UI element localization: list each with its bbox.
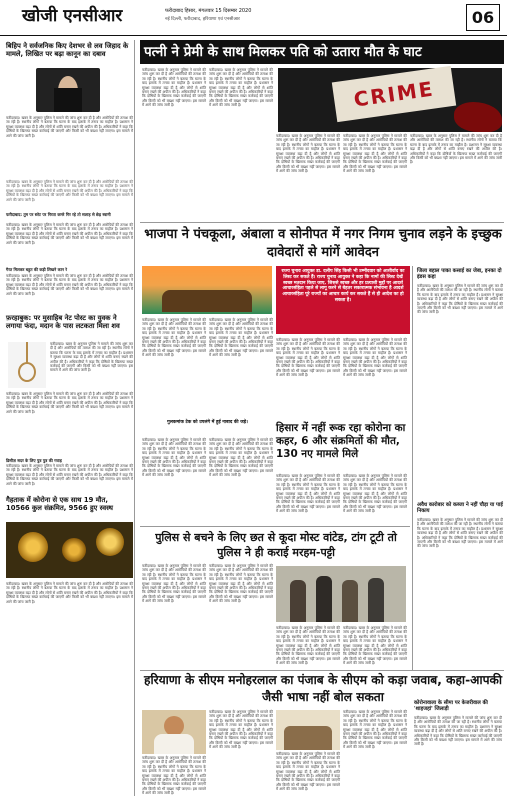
second-story-col2: फरीदाबाद। खबर के अनुसार पुलिस ने मामले की जांच शुरू कर दी है और आरोपियों की तलाश की जा रही है। स्थानीय लोगों ने बताया कि घटना के बाद इलाके में तनाव का माहौल है। प्रशासन ने सुरक्षा व्यवस्था बढ़ा दी है और लोगों से शांति बनाए रखने की अपील की है। अधिकारियों ने कहा कि दोषियों के खिलाफ सख्त कार्रवाई की जाएगी और किसी को भी बख्शा नहीं जाएगा। इस मामले में आगे की जांच जारी है। [209,318,273,358]
second-story-col1: फरीदाबाद। खबर के अनुसार पुलिस ने मामले की जांच शुरू कर दी है और आरोपियों की तलाश की जा रही है। स्थानीय लोगों ने बताया कि घटना के बाद इलाके में तनाव का माहौल है। प्रशासन ने सुरक्षा व्यवस्था बढ़ा दी है और लोगों से शांति बनाए रखने की अपील की है। अधिकारियों ने कहा कि दोषियों के खिलाफ सख्त कार्रवाई की जाएगी और किसी को भी बख्शा नहीं जाएगा। इस मामले में आगे की जांच जारी है। [142,318,206,358]
masthead [0,0,507,36]
third-story-headline: हिसार में नहीं रूक रहा कोरोना का कहर, 6 और संक्रमितों की मौत, 130 नए मामले मिले [276,422,406,460]
fourth-story-col1: फरीदाबाद। खबर के अनुसार पुलिस ने मामले की जांच शुरू कर दी है और आरोपियों की तलाश की जा रही है। स्थानीय लोगों ने बताया कि घटना के बाद इलाके में तनाव का माहौल है। प्रशासन ने सुरक्षा व्यवस्था बढ़ा दी है और लोगों से शांति बनाए रखने की अपील की है। अधिकारियों ने कहा कि दोषियों के खिलाफ सख्त कार्रवाई की जाएगी और किसी को भी बख्शा नहीं जाएगा। इस मामले में आगे की जांच जारी है। [142,564,206,604]
third-story-col4: फरीदाबाद। खबर के अनुसार पुलिस ने मामले की जांच शुरू कर दी है और आरोपियों की तलाश की जा रही है। स्थानीय लोगों ने बताया कि घटना के बाद इलाके में तनाव का माहौल है। प्रशासन ने सुरक्षा व्यवस्था बढ़ा दी है और लोगों से शांति बनाए रखने की अपील की है। अधिकारियों ने कहा कि दोषियों के खिलाफ सख्त कार्रवाई की जाएगी और किसी को भी बख्शा नहीं जाएगा। इस मामले में आगे की जांच जारी है। [343,474,407,514]
top-story-col2: फरीदाबाद। खबर के अनुसार पुलिस ने मामले की जांच शुरू कर दी है और आरोपियों की तलाश की जा रही है। स्थानीय लोगों ने बताया कि घटना के बाद इलाके में तनाव का माहौल है। प्रशासन ने सुरक्षा व्यवस्था बढ़ा दी है और लोगों से शांति बनाए रखने की अपील की है। अधिकारियों ने कहा कि दोषियों के खिलाफ सख्त कार्रवाई की जाएगी और किसी को भी बख्शा नहीं जाएगा। इस मामले में आगे की जांच जारी है। [209,68,273,108]
left-headline-3: गैरत मिलकर बहुत की कड़ी लिखने कान रे [6,267,68,272]
meeting-photo [276,710,340,750]
second-story-headline: भाजपा ने पंचकूला, अंबाला व सोनीपत में नगर निगम चुनाव लड़ने के इच्छुक दावेदारों से मांगें आवेदन [144,227,502,260]
left-body-1: फरीदाबाद। खबर के अनुसार पुलिस ने मामले की जांच शुरू कर दी है और आरोपियों की तलाश की जा रही है। स्थानीय लोगों ने बताया कि घटना के बाद इलाके में तनाव का माहौल है। प्रशासन ने सुरक्षा व्यवस्था बढ़ा दी है और लोगों से शांति बनाए रखने की अपील की है। अधिकारियों ने कहा कि दोषियों के खिलाफ सख्त कार्रवाई की जाएगी और किसी को भी बख्शा नहीं जाएगा। इस मामले में आगे की जांच जारी है। [6,116,133,138]
third-story-col3: फरीदाबाद। खबर के अनुसार पुलिस ने मामले की जांच शुरू कर दी है और आरोपियों की तलाश की जा रही है। स्थानीय लोगों ने बताया कि घटना के बाद इलाके में तनाव का माहौल है। प्रशासन ने सुरक्षा व्यवस्था बढ़ा दी है और लोगों से शांति बनाए रखने की अपील की है। अधिकारियों ने कहा कि दोषियों के खिलाफ सख्त कार्रवाई की जाएगी और किसी को भी बख्शा नहीं जाएगा। इस मामले में आगे की जांच जारी है। [276,474,340,514]
fifth-story-headline: हरियाणा के सीएम मनोहरलाल का पंजाब के सीएम को कड़ा जवाब, कहा-आपकी जैसी भाषा नहीं बोल सकता [143,673,503,704]
masthead-name: खोजी एनसीआर [22,6,123,26]
right-body-2: फरीदाबाद। खबर के अनुसार पुलिस ने मामले की जांच शुरू कर दी है और आरोपियों की तलाश की जा रही है। स्थानीय लोगों ने बताया कि घटना के बाद इलाके में तनाव का माहौल है। प्रशासन ने सुरक्षा व्यवस्था बढ़ा दी है और लोगों से शांति बनाए रखने की अपील की है। अधिकारियों ने कहा कि दोषियों के खिलाफ सख्त कार्रवाई की जाएगी और किसी को भी बख्शा नहीं जाएगा। इस मामले में आगे की जांच जारी है। [417,518,503,549]
virus-1 [18,532,48,562]
third-story-subhead: गुलकमांक टेक को उपलंगे में हुई नाबाद की जड़े। [167,420,248,425]
left-body-5: फरीदाबाद। खबर के अनुसार पुलिस ने मामले की जांच शुरू कर दी है और आरोपियों की तलाश की जा रही है। स्थानीय लोगों ने बताया कि घटना के बाद इलाके में तनाव का माहौल है। प्रशासन ने सुरक्षा व्यवस्था बढ़ा दी है और लोगों से शांति बनाए रखने की अपील की है। अधिकारियों ने कहा कि दोषियों के खिलाफ सख्त कार्रवाई की जाएगी और किसी को भी बख्शा नहीं जाएगा। इस मामले में आगे की जांच जारी है। [6,582,133,604]
right-headline-1: जिला बहाल पाका कसाई का जेबा, इनका दो इंडस कहा [417,268,502,281]
right-body-1: फरीदाबाद। खबर के अनुसार पुलिस ने मामले की जांच शुरू कर दी है और आरोपियों की तलाश की जा रही है। स्थानीय लोगों ने बताया कि घटना के बाद इलाके में तनाव का माहौल है। प्रशासन ने सुरक्षा व्यवस्था बढ़ा दी है और लोगों से शांति बनाए रखने की अपील की है। अधिकारियों ने कहा कि दोषियों के खिलाफ सख्त कार्रवाई की जाएगी और किसी को भी बख्शा नहीं जाएगा। इस मामले में आगे की जांच जारी है। [417,284,503,315]
fifth-story-col3: फरीदाबाद। खबर के अनुसार पुलिस ने मामले की जांच शुरू कर दी है और आरोपियों की तलाश की जा रही है। स्थानीय लोगों ने बताया कि घटना के बाद इलाके में तनाव का माहौल है। प्रशासन ने सुरक्षा व्यवस्था बढ़ा दी है और लोगों से शांति बनाए रखने की अपील की है। अधिकारियों ने कहा कि दोषियों के खिलाफ सख्त कार्रवाई की जाएगी और किसी को भी बख्शा नहीं जाएगा। इस मामले में आगे की जांच जारी है। [276,752,340,792]
left-body-3: फरीदाबाद। खबर के अनुसार पुलिस ने मामले की जांच शुरू कर दी है और आरोपियों की तलाश की जा रही है। स्थानीय लोगों ने बताया कि घटना के बाद इलाके में तनाव का माहौल है। प्रशासन ने सुरक्षा व्यवस्था बढ़ा दी है और लोगों से शांति बनाए रखने की अपील की है। अधिकारियों ने कहा कि दोषियों के खिलाफ सख्त कार्रवाई की जाएगी और किसी को भी बख्शा नहीं जाएगा। इस मामले में आगे की जांच जारी है। [6,274,133,296]
left-column [4,40,135,796]
top-story-col1: फरीदाबाद। खबर के अनुसार पुलिस ने मामले की जांच शुरू कर दी है और आरोपियों की तलाश की जा रही है। स्थानीय लोगों ने बताया कि घटना के बाद इलाके में तनाव का माहौल है। प्रशासन ने सुरक्षा व्यवस्था बढ़ा दी है और लोगों से शांति बनाए रखने की अपील की है। अधिकारियों ने कहा कि दोषियों के खिलाफ सख्त कार्रवाई की जाएगी और किसी को भी बख्शा नहीं जाएगा। इस मामले में आगे की जांच जारी है। [142,68,206,108]
page-number [466,4,500,31]
divider-3 [140,670,504,671]
masthead-dateline: फरीदाबाद हिसार, मंगलवार 15 दिसम्बर 2020 [165,8,252,14]
rally-figures [162,290,252,312]
virus-3 [96,528,124,556]
pullquote-box [276,266,410,334]
meeting-group [284,726,332,750]
fourth-story-col2: फरीदाबाद। खबर के अनुसार पुलिस ने मामले की जांच शुरू कर दी है और आरोपियों की तलाश की जा रही है। स्थानीय लोगों ने बताया कि घटना के बाद इलाके में तनाव का माहौल है। प्रशासन ने सुरक्षा व्यवस्था बढ़ा दी है और लोगों से शांति बनाए रखने की अपील की है। अधिकारियों ने कहा कि दोषियों के खिलाफ सख्त कार्रवाई की जाएगी और किसी को भी बख्शा नहीं जाएगा। इस मामले में आगे की जांच जारी है। [209,564,273,604]
crime-tape-text: CRIME [352,76,436,112]
left-headline-5: गैहताक में कोरोना से एक साथ 19 मौत, 10566 कुल संक्रमित, 9566 हुए स्वस्थ [6,496,113,513]
rope-loop [18,362,36,382]
top-story-col3: फरीदाबाद। खबर के अनुसार पुलिस ने मामले की जांच शुरू कर दी है और आरोपियों की तलाश की जा रही है। स्थानीय लोगों ने बताया कि घटना के बाद इलाके में तनाव का माहौल है। प्रशासन ने सुरक्षा व्यवस्था बढ़ा दी है और लोगों से शांति बनाए रखने की अपील की है। अधिकारियों ने कहा कि दोषियों के खिलाफ सख्त कार्रवाई की जाएगी और किसी को भी बख्शा नहीं जाएगा। इस मामले में आगे की जांच जारी है। [276,134,340,174]
virus-photo [6,522,133,578]
top-story-headline: पत्नी ने प्रेमी के साथ मिलकर पति को उतारा मौत के घाट [144,44,422,60]
second-story-col3: फरीदाबाद। खबर के अनुसार पुलिस ने मामले की जांच शुरू कर दी है और आरोपियों की तलाश की जा रही है। स्थानीय लोगों ने बताया कि घटना के बाद इलाके में तनाव का माहौल है। प्रशासन ने सुरक्षा व्यवस्था बढ़ा दी है और लोगों से शांति बनाए रखने की अपील की है। अधिकारियों ने कहा कि दोषियों के खिलाफ सख्त कार्रवाई की जाएगी और किसी को भी बख्शा नहीं जाएगा। इस मामले में आगे की जांच जारी है। [276,338,340,378]
person-1 [290,580,306,622]
rope-line [26,342,28,364]
blood-splash [454,102,502,132]
cm-body [154,734,194,754]
left-headline-2: फरीदाबाद: तुम पर स्लेट पर गिरता कमरे गिर रहे तो सलाह से छेड़ स्वामी [6,212,111,217]
fifth-story-col2: फरीदाबाद। खबर के अनुसार पुलिस ने मामले की जांच शुरू कर दी है और आरोपियों की तलाश की जा रही है। स्थानीय लोगों ने बताया कि घटना के बाद इलाके में तनाव का माहौल है। प्रशासन ने सुरक्षा व्यवस्था बढ़ा दी है और लोगों से शांति बनाए रखने की अपील की है। अधिकारियों ने कहा कि दोषियों के खिलाफ सख्त कार्रवाई की जाएगी और किसी को भी बख्शा नहीं जाएगा। इस मामले में आगे की जांच जारी है। [209,710,273,750]
person-4 [368,578,384,622]
person-2 [316,576,332,622]
right-body-3: फरीदाबाद। खबर के अनुसार पुलिस ने मामले की जांच शुरू कर दी है और आरोपियों की तलाश की जा रही है। स्थानीय लोगों ने बताया कि घटना के बाद इलाके में तनाव का माहौल है। प्रशासन ने सुरक्षा व्यवस्था बढ़ा दी है और लोगों से शांति बनाए रखने की अपील की है। अधिकारियों ने कहा कि दोषियों के खिलाफ सख्त कार्रवाई की जाएगी और किसी को भी बख्शा नहीं जाएगा। इस मामले में आगे की जांच जारी है। [414,716,502,747]
rally-photo [142,266,272,314]
right-headline-3: कोरोनावाला के सीमा पर केजरीवाल की 'शाहजहां' जिलाड़ी [414,700,488,713]
divider-2 [140,526,410,527]
masthead-subline: नई दिल्ली, फरीदाबाद, हरियाणा एवं एनसीआर [165,17,240,22]
page-number-text: 06 [471,8,495,27]
left-body-4b: फरीदाबाद। खबर के अनुसार पुलिस ने मामले की जांच शुरू कर दी है और आरोपियों की तलाश की जा रही है। स्थानीय लोगों ने बताया कि घटना के बाद इलाके में तनाव का माहौल है। प्रशासन ने सुरक्षा व्यवस्था बढ़ा दी है और लोगों से शांति बनाए रखने की अपील की है। अधिकारियों ने कहा कि दोषियों के खिलाफ सख्त कार्रवाई की जाएगी और किसी को भी बख्शा नहीं जाएगा। इस मामले में आगे की जांच जारी है। [6,392,133,414]
cm-head [164,716,184,736]
crime-photo [278,68,502,132]
divider-1 [140,222,504,223]
left-body-1b: फरीदाबाद। खबर के अनुसार पुलिस ने मामले की जांच शुरू कर दी है और आरोपियों की तलाश की जा रही है। स्थानीय लोगों ने बताया कि घटना के बाद इलाके में तनाव का माहौल है। प्रशासन ने सुरक्षा व्यवस्था बढ़ा दी है और लोगों से शांति बनाए रखने की अपील की है। अधिकारियों ने कहा कि दोषियों के खिलाफ सख्त कार्रवाई की जाएगी और किसी को भी बख्शा नहीं जाएगा। इस मामले में आगे की जांच जारी है। [6,180,133,202]
top-story-col4: फरीदाबाद। खबर के अनुसार पुलिस ने मामले की जांच शुरू कर दी है और आरोपियों की तलाश की जा रही है। स्थानीय लोगों ने बताया कि घटना के बाद इलाके में तनाव का माहौल है। प्रशासन ने सुरक्षा व्यवस्था बढ़ा दी है और लोगों से शांति बनाए रखने की अपील की है। अधिकारियों ने कहा कि दोषियों के खिलाफ सख्त कार्रवाई की जाएगी और किसी को भी बख्शा नहीं जाएगा। इस मामले में आगे की जांच जारी है। [343,134,407,174]
veil-shape [54,88,82,112]
third-story-subhead-box [142,420,273,436]
person-3 [342,580,358,622]
fifth-story-col4: फरीदाबाद। खबर के अनुसार पुलिस ने मामले की जांच शुरू कर दी है और आरोपियों की तलाश की जा रही है। स्थानीय लोगों ने बताया कि घटना के बाद इलाके में तनाव का माहौल है। प्रशासन ने सुरक्षा व्यवस्था बढ़ा दी है और लोगों से शांति बनाए रखने की अपील की है। अधिकारियों ने कहा कि दोषियों के खिलाफ सख्त कार्रवाई की जाएगी और किसी को भी बख्शा नहीं जाएगा। इस मामले में आगे की जांच जारी है। [343,710,407,750]
left-headline-4: फ़रहाबुक: पर मुसाहिब नेट पोस्ट का युवक ने लगाया फंदा, मदान के पास लटकता मिला शव [6,314,120,331]
left-body-4c: फरीदाबाद। खबर के अनुसार पुलिस ने मामले की जांच शुरू कर दी है और आरोपियों की तलाश की जा रही है। स्थानीय लोगों ने बताया कि घटना के बाद इलाके में तनाव का माहौल है। प्रशासन ने सुरक्षा व्यवस्था बढ़ा दी है और लोगों से शांति बनाए रखने की अपील की है। अधिकारियों ने कहा कि दोषियों के खिलाफ सख्त कार्रवाई की जाएगी और किसी को भी बख्शा नहीं जाएगा। इस मामले में आगे की जांच जारी है। [6,464,133,486]
third-story-col1: फरीदाबाद। खबर के अनुसार पुलिस ने मामले की जांच शुरू कर दी है और आरोपियों की तलाश की जा रही है। स्थानीय लोगों ने बताया कि घटना के बाद इलाके में तनाव का माहौल है। प्रशासन ने सुरक्षा व्यवस्था बढ़ा दी है और लोगों से शांति बनाए रखने की अपील की है। अधिकारियों ने कहा कि दोषियों के खिलाफ सख्त कार्रवाई की जाएगी और किसी को भी बख्शा नहीं जाएगा। इस मामले में आगे की जांच जारी है। [142,438,206,478]
top-story-col5: फरीदाबाद। खबर के अनुसार पुलिस ने मामले की जांच शुरू कर दी है और आरोपियों की तलाश की जा रही है। स्थानीय लोगों ने बताया कि घटना के बाद इलाके में तनाव का माहौल है। प्रशासन ने सुरक्षा व्यवस्था बढ़ा दी है और लोगों से शांति बनाए रखने की अपील की है। अधिकारियों ने कहा कि दोषियों के खिलाफ सख्त कार्रवाई की जाएगी और किसी को भी बख्शा नहीं जाएगा। इस मामले में आगे की जांच जारी है। [410,134,502,165]
left-body-2: फरीदाबाद। खबर के अनुसार पुलिस ने मामले की जांच शुरू कर दी है और आरोपियों की तलाश की जा रही है। स्थानीय लोगों ने बताया कि घटना के बाद इलाके में तनाव का माहौल है। प्रशासन ने सुरक्षा व्यवस्था बढ़ा दी है और लोगों से शांति बनाए रखने की अपील की है। अधिकारियों ने कहा कि दोषियों के खिलाफ सख्त कार्रवाई की जाएगी और किसी को भी बख्शा नहीं जाएगा। इस मामले में आगे की जांच जारी है। [6,223,133,245]
virus-2 [62,538,86,562]
right-column [412,266,504,670]
arrest-photo [276,566,406,622]
third-story-col2: फरीदाबाद। खबर के अनुसार पुलिस ने मामले की जांच शुरू कर दी है और आरोपियों की तलाश की जा रही है। स्थानीय लोगों ने बताया कि घटना के बाद इलाके में तनाव का माहौल है। प्रशासन ने सुरक्षा व्यवस्था बढ़ा दी है और लोगों से शांति बनाए रखने की अपील की है। अधिकारियों ने कहा कि दोषियों के खिलाफ सख्त कार्रवाई की जाएगी और किसी को भी बख्शा नहीं जाएगा। इस मामले में आगे की जांच जारी है। [209,438,273,478]
fourth-story-col4: फरीदाबाद। खबर के अनुसार पुलिस ने मामले की जांच शुरू कर दी है और आरोपियों की तलाश की जा रही है। स्थानीय लोगों ने बताया कि घटना के बाद इलाके में तनाव का माहौल है। प्रशासन ने सुरक्षा व्यवस्था बढ़ा दी है और लोगों से शांति बनाए रखने की अपील की है। अधिकारियों ने कहा कि दोषियों के खिलाफ सख्त कार्रवाई की जाएगी और किसी को भी बख्शा नहीं जाएगा। इस मामले में आगे की जांच जारी है। [343,626,407,666]
second-story-col4: फरीदाबाद। खबर के अनुसार पुलिस ने मामले की जांच शुरू कर दी है और आरोपियों की तलाश की जा रही है। स्थानीय लोगों ने बताया कि घटना के बाद इलाके में तनाव का माहौल है। प्रशासन ने सुरक्षा व्यवस्था बढ़ा दी है और लोगों से शांति बनाए रखने की अपील की है। अधिकारियों ने कहा कि दोषियों के खिलाफ सख्त कार्रवाई की जाएगी और किसी को भी बख्शा नहीं जाएगा। इस मामले में आगे की जांच जारी है। [343,338,407,378]
fourth-story-headline: पुलिस से बचने के लिए छत से कूदा मोस्ट वांटेड, टांग टूटी तो पुलिस ने ही कराई मरहम-पट्टी [155,531,397,559]
noose-photo [8,342,46,388]
right-headline-2: अवैध कारोबार को कब्जा ने नहीं चौड़ा या पाई निकाय [417,502,503,515]
fifth-story-col1: फरीदाबाद। खबर के अनुसार पुलिस ने मामले की जांच शुरू कर दी है और आरोपियों की तलाश की जा रही है। स्थानीय लोगों ने बताया कि घटना के बाद इलाके में तनाव का माहौल है। प्रशासन ने सुरक्षा व्यवस्था बढ़ा दी है और लोगों से शांति बनाए रखने की अपील की है। अधिकारियों ने कहा कि दोषियों के खिलाफ सख्त कार्रवाई की जाएगी और किसी को भी बख्शा नहीं जाएगा। इस मामले में आगे की जांच जारी है। [142,756,206,796]
cm-photo [142,710,206,754]
fourth-story-col3: फरीदाबाद। खबर के अनुसार पुलिस ने मामले की जांच शुरू कर दी है और आरोपियों की तलाश की जा रही है। स्थानीय लोगों ने बताया कि घटना के बाद इलाके में तनाव का माहौल है। प्रशासन ने सुरक्षा व्यवस्था बढ़ा दी है और लोगों से शांति बनाए रखने की अपील की है। अधिकारियों ने कहा कि दोषियों के खिलाफ सख्त कार्रवाई की जाएगी और किसी को भी बख्शा नहीं जाएगा। इस मामले में आगे की जांच जारी है। [276,626,340,666]
left-body-4a: फरीदाबाद। खबर के अनुसार पुलिस ने मामले की जांच शुरू कर दी है और आरोपियों की तलाश की जा रही है। स्थानीय लोगों ने बताया कि घटना के बाद इलाके में तनाव का माहौल है। प्रशासन ने सुरक्षा व्यवस्था बढ़ा दी है और लोगों से शांति बनाए रखने की अपील की है। अधिकारियों ने कहा कि दोषियों के खिलाफ सख्त कार्रवाई की जाएगी और किसी को भी बख्शा नहीं जाएगा। इस मामले में आगे की जांच जारी है। [50,342,133,373]
pullquote-text: राज्य चुनाव आयुक्त डा. दलीप सिंह किसी भी उम्मीदवार को आशीर्वाद का लिस्ट कर सकते हैं। राज्य चुनाव आयुक्त ने कहा कि नामों की लिस्ट देखें स्वच्छ मतदान किया जाए, जिससे स्वच्छ और हर प्रत्याशी मुद्दों पर आदर्श आचारसंहिता पहले से लागू करने से बेहतर सकारात्मक संभावना है आदर्श आचारसंहिता पूरे राज्यों का आचार कार्य कर सकते हैं से ही आदेश का हो सकता है। [281,269,405,303]
burqa-photo [36,68,100,112]
left-headline-1: बिहिप ने सर्वजनिक किए देशभर से लव जिहाद के मामले, लिखित पर बढ़ा कानून का दबाव [6,42,129,59]
left-subhead-4: डिसीज़ सदर के लिए पुत्र पुत्र की गवाह [6,458,62,463]
crime-tape [332,66,456,122]
